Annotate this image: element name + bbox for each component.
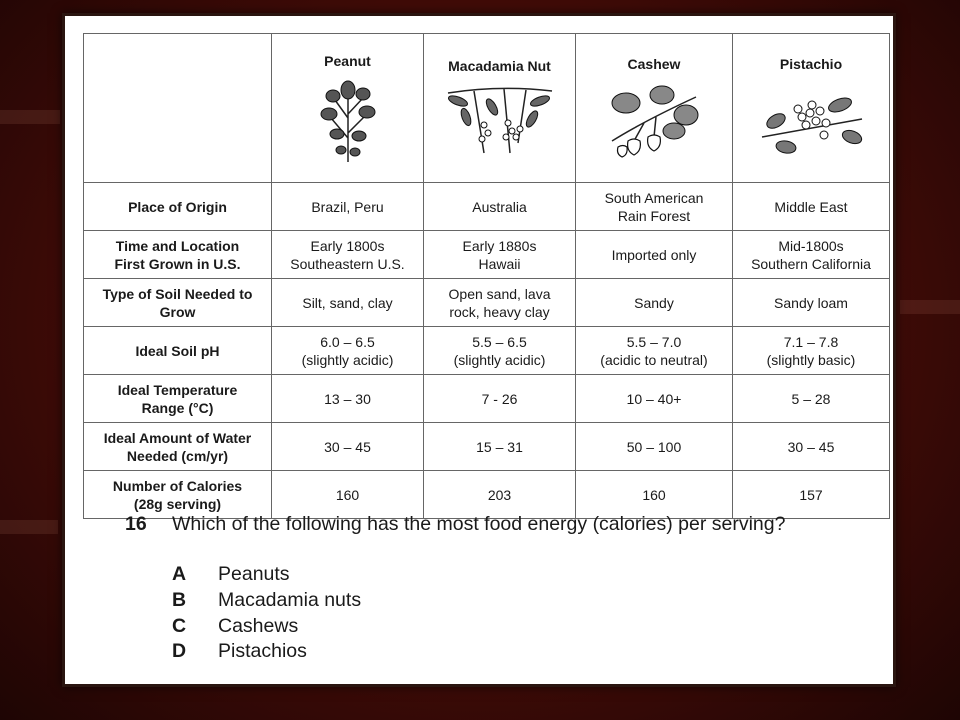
table-cell: Imported only bbox=[576, 231, 733, 279]
table-cell: 5 – 28 bbox=[733, 375, 890, 423]
column-header-cashew bbox=[576, 34, 733, 183]
column-label: Pistachio bbox=[779, 56, 843, 72]
option-letter: B bbox=[172, 589, 187, 611]
macadamia-plant-icon bbox=[444, 83, 556, 159]
table-row-place-of-origin bbox=[84, 183, 890, 231]
option-text: Cashews bbox=[218, 615, 299, 637]
table-cell: Mid-1800s Southern California bbox=[733, 231, 890, 279]
pistachio-plant-icon bbox=[756, 81, 866, 161]
table-cell: 5.5 – 7.0 (acidic to neutral) bbox=[576, 327, 733, 375]
column-label: Peanut bbox=[324, 53, 371, 69]
worksheet-panel bbox=[62, 13, 896, 687]
option-text: Peanuts bbox=[218, 563, 290, 585]
table-cell: 13 – 30 bbox=[272, 375, 424, 423]
table-cell: 6.0 – 6.5 (slightly acidic) bbox=[272, 327, 424, 375]
option-letter: A bbox=[172, 563, 187, 585]
row-label: Ideal Soil pH bbox=[84, 327, 272, 375]
table-row-soil-ph bbox=[84, 327, 890, 375]
table-cell: 157 bbox=[733, 471, 890, 519]
table-cell: Sandy bbox=[576, 279, 733, 327]
row-label: Type of Soil Needed to Grow bbox=[84, 279, 272, 327]
table-cell: 15 – 31 bbox=[424, 423, 576, 471]
option-letter: C bbox=[172, 615, 187, 637]
table-cell: 10 – 40+ bbox=[576, 375, 733, 423]
table-cell: 30 – 45 bbox=[272, 423, 424, 471]
table-cell: Brazil, Peru bbox=[272, 183, 424, 231]
table-row-soil-type bbox=[84, 279, 890, 327]
empty-corner-cell bbox=[84, 34, 272, 183]
table-row-water bbox=[84, 423, 890, 471]
table-cell: 203 bbox=[424, 471, 576, 519]
table-cell: 160 bbox=[576, 471, 733, 519]
table-cell: Open sand, lava rock, heavy clay bbox=[424, 279, 576, 327]
table-cell: Australia bbox=[424, 183, 576, 231]
table-cell: Early 1800s Southeastern U.S. bbox=[272, 231, 424, 279]
table-cell: Silt, sand, clay bbox=[272, 279, 424, 327]
table-cell: Early 1880s Hawaii bbox=[424, 231, 576, 279]
table-cell: 50 – 100 bbox=[576, 423, 733, 471]
row-label: Ideal Amount of Water Needed (cm/yr) bbox=[84, 423, 272, 471]
option-text: Macadamia nuts bbox=[218, 589, 362, 611]
table-row-temperature bbox=[84, 375, 890, 423]
table-cell: South American Rain Forest bbox=[576, 183, 733, 231]
question-text: Which of the following has the most food energy (calories) per serving? bbox=[172, 513, 786, 535]
option-letter: D bbox=[172, 640, 187, 662]
table-header-row bbox=[84, 34, 890, 183]
row-label: Time and Location First Grown in U.S. bbox=[84, 231, 272, 279]
background-streak bbox=[0, 520, 58, 534]
column-header-pistachio bbox=[733, 34, 890, 183]
table-cell: Sandy loam bbox=[733, 279, 890, 327]
row-label: Ideal Temperature Range (°C) bbox=[84, 375, 272, 423]
table-cell: 160 bbox=[272, 471, 424, 519]
background-streak bbox=[0, 110, 60, 124]
row-label: Place of Origin bbox=[84, 183, 272, 231]
column-header-macadamia bbox=[424, 34, 576, 183]
table-cell: 30 – 45 bbox=[733, 423, 890, 471]
nut-comparison-table bbox=[83, 33, 890, 519]
table-cell: 7.1 – 7.8 (slightly basic) bbox=[733, 327, 890, 375]
table-row-calories bbox=[84, 471, 890, 519]
table-cell: 7 - 26 bbox=[424, 375, 576, 423]
option-text: Pistachios bbox=[218, 640, 307, 662]
table-row-time-and-location bbox=[84, 231, 890, 279]
background-streak bbox=[900, 300, 960, 314]
column-header-peanut bbox=[272, 34, 424, 183]
table-cell: Middle East bbox=[733, 183, 890, 231]
column-label: Cashew bbox=[627, 56, 681, 72]
row-label: Number of Calories (28g serving) bbox=[84, 471, 272, 519]
table-cell: 5.5 – 6.5 (slightly acidic) bbox=[424, 327, 576, 375]
column-label: Macadamia Nut bbox=[448, 58, 551, 74]
peanut-plant-icon bbox=[313, 78, 383, 164]
question-number: 16 bbox=[125, 513, 147, 535]
cashew-plant-icon bbox=[604, 81, 704, 161]
